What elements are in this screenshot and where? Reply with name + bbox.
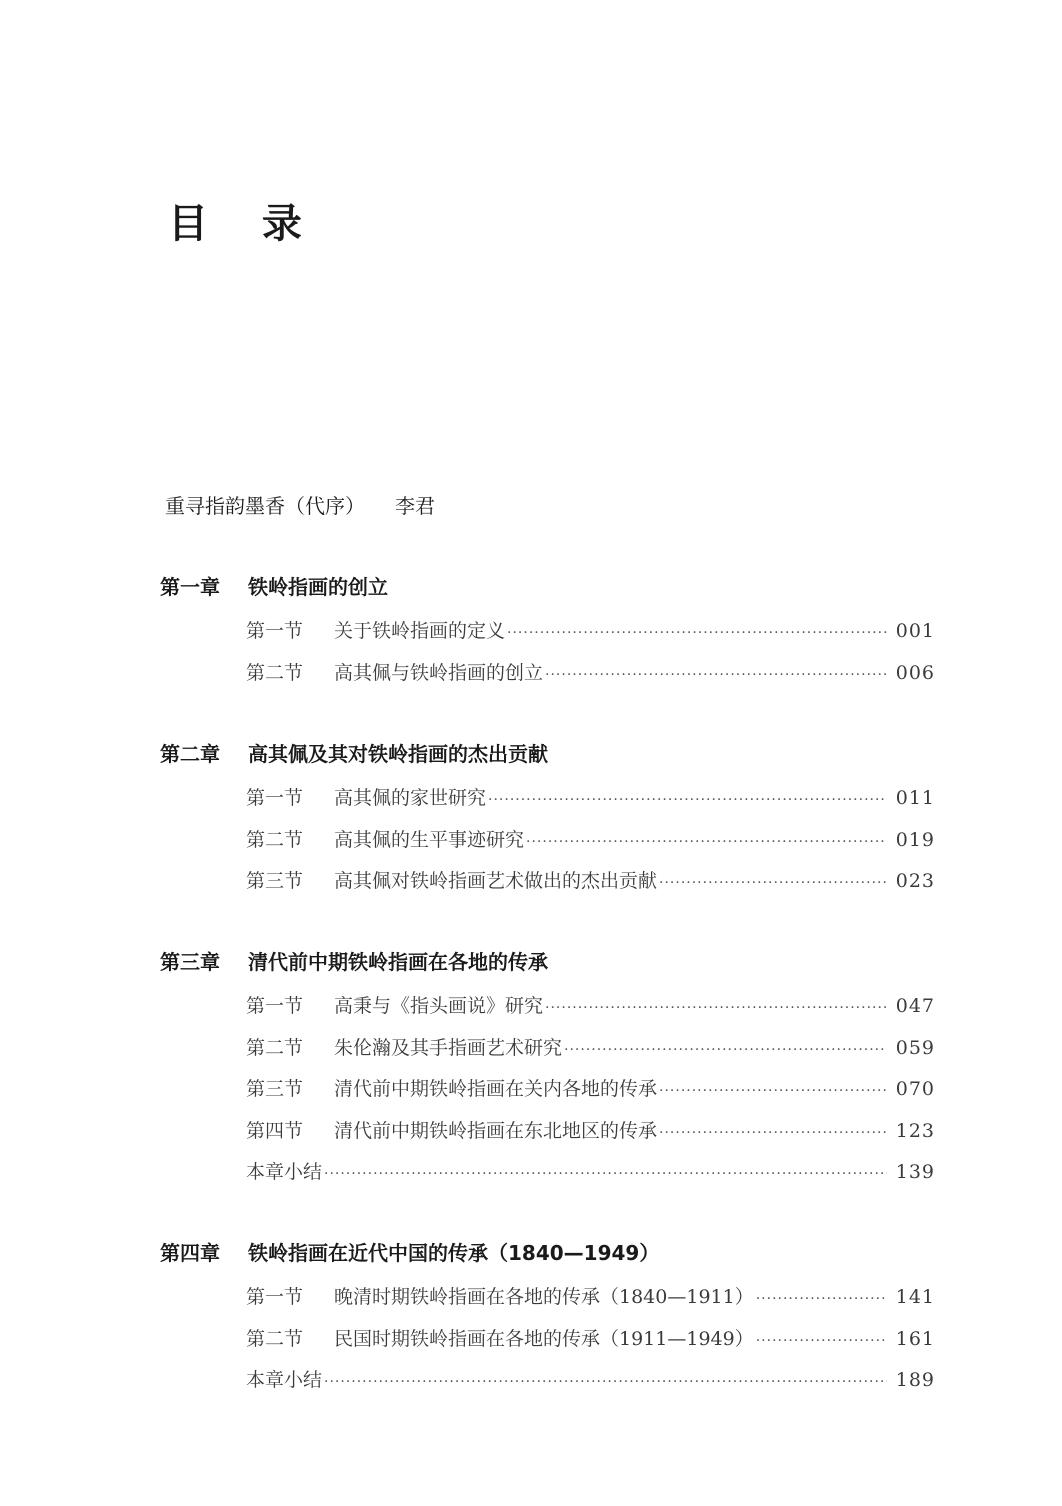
section-number: 第一节: [246, 1286, 304, 1308]
page-number: 001: [895, 620, 935, 642]
dot-leader: [488, 783, 887, 817]
page-number: 023: [895, 870, 935, 893]
dot-leader: [324, 1157, 887, 1191]
chapter-1: [160, 572, 935, 697]
section-number: 第二节: [246, 828, 304, 851]
dot-leader: [526, 825, 887, 859]
chapter-number: 第二章: [160, 742, 220, 766]
toc-entry[interactable]: [246, 614, 935, 656]
toc-entry[interactable]: [246, 656, 935, 698]
page-number: 006: [895, 661, 935, 684]
section-title: 清代前中期铁岭指画在东北地区的传承: [334, 1119, 658, 1142]
preface-author: 李君: [395, 494, 435, 518]
section-title: 本章小结: [246, 1161, 323, 1184]
section-title: 高其佩与铁岭指画的创立: [334, 661, 544, 684]
page-number: 011: [895, 787, 935, 809]
toc-entry[interactable]: [246, 1031, 935, 1073]
dot-leader: [659, 1116, 887, 1150]
toc-entry[interactable]: [246, 864, 935, 906]
toc-entry[interactable]: [246, 1322, 935, 1364]
page-number: 139: [895, 1161, 935, 1184]
toc-entry[interactable]: [246, 781, 935, 823]
chapter-heading[interactable]: [160, 1238, 935, 1280]
chapter-title: 铁岭指画的创立: [248, 575, 388, 599]
toc-entry[interactable]: [246, 1114, 935, 1156]
chapter-heading[interactable]: [160, 947, 935, 989]
toc-entry[interactable]: [246, 989, 935, 1031]
chapter-title: 高其佩及其对铁岭指画的杰出贡献: [248, 742, 548, 766]
page-title: 目 录: [168, 200, 322, 247]
section-title: 清代前中期铁岭指画在关内各地的传承: [334, 1078, 658, 1101]
dot-leader: [545, 991, 887, 1025]
section-number: 第一节: [246, 620, 304, 642]
page-number: 059: [895, 1036, 935, 1059]
section-title: 关于铁岭指画的定义: [334, 620, 506, 642]
toc-entry[interactable]: [246, 1280, 935, 1322]
page-number: 141: [895, 1286, 935, 1308]
chapter-heading[interactable]: [160, 739, 935, 781]
section-number: 第三节: [246, 870, 304, 893]
page-number: 123: [895, 1119, 935, 1142]
section-title: 高其佩对铁岭指画艺术做出的杰出贡献: [334, 870, 658, 893]
dot-leader: [659, 866, 887, 900]
page-number: 070: [895, 1078, 935, 1101]
section-number: 第二节: [246, 661, 304, 684]
dot-leader: [564, 1033, 887, 1067]
page-number: 019: [895, 828, 935, 851]
dot-leader: [324, 1365, 887, 1399]
section-title: 高其佩的生平事迹研究: [334, 828, 525, 851]
section-number: 第二节: [246, 1036, 304, 1059]
section-number: 第一节: [246, 787, 304, 809]
section-title: 民国时期铁岭指画在各地的传承（1911—1949）: [334, 1327, 754, 1350]
chapter-number: 第四章: [160, 1241, 220, 1265]
section-number: 第一节: [246, 995, 304, 1017]
dot-leader: [507, 616, 887, 650]
section-title: 高其佩的家世研究: [334, 787, 487, 809]
section-title: 晚清时期铁岭指画在各地的传承（1840—1911）: [334, 1286, 754, 1308]
dot-leader: [756, 1282, 887, 1316]
chapter-2: [160, 739, 935, 906]
dot-leader: [659, 1074, 887, 1108]
chapter-number: 第三章: [160, 950, 220, 974]
preface-entry[interactable]: [165, 490, 435, 519]
chapter-4: [160, 1238, 935, 1405]
section-title: 高秉与《指头画说》研究: [334, 995, 544, 1017]
dot-leader: [545, 658, 887, 692]
preface-title: 重寻指韵墨香（代序）: [165, 494, 365, 518]
toc-entry-summary[interactable]: [246, 1155, 935, 1197]
page-number: 047: [895, 995, 935, 1017]
page-number: 189: [895, 1369, 935, 1392]
chapter-title: 铁岭指画在近代中国的传承（1840—1949）: [248, 1241, 660, 1265]
chapter-3: [160, 947, 935, 1197]
section-number: 第三节: [246, 1078, 304, 1101]
section-title: 本章小结: [246, 1369, 323, 1392]
chapter-title: 清代前中期铁岭指画在各地的传承: [248, 950, 548, 974]
toc-entry[interactable]: [246, 823, 935, 865]
dot-leader: [756, 1324, 887, 1358]
section-number: 第四节: [246, 1119, 304, 1142]
chapter-number: 第一章: [160, 575, 220, 599]
chapter-heading[interactable]: [160, 572, 935, 614]
section-title: 朱伦瀚及其手指画艺术研究: [334, 1036, 563, 1059]
toc-entry-summary[interactable]: [246, 1363, 935, 1405]
page-number: 161: [895, 1327, 935, 1350]
section-number: 第二节: [246, 1327, 304, 1350]
toc-entry[interactable]: [246, 1072, 935, 1114]
